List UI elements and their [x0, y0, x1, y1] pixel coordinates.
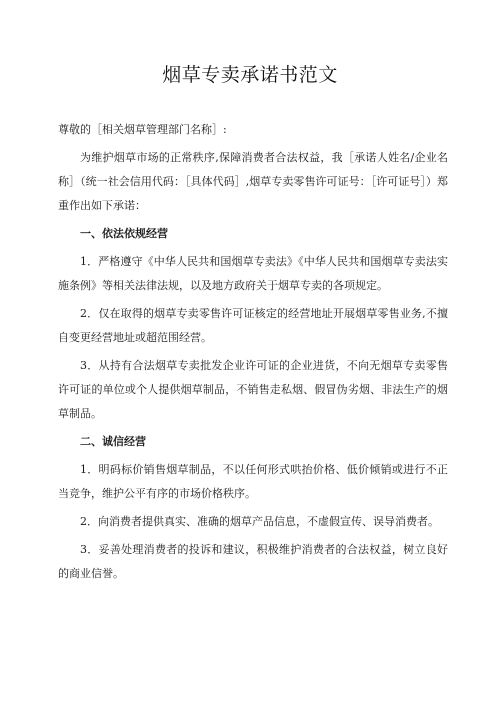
- section-2-item-2: 2．向消费者提供真实、准确的烟草产品信息，不虚假宣传、误导消费者。: [80, 515, 439, 528]
- section-1-item-3: 3．从持有合法烟草专卖批发企业许可证的企业进货，不向无烟草专卖零售许可证的单位或个人提供烟草制品，不销售走私烟、假冒伪劣烟、非法生产的烟草制品。: [58, 359, 448, 420]
- section-1-item-2: 2．仅在取得的烟草专卖零售许可证核定的经营地址开展烟草零售业务,不擅自变更经营地址或超范围经营。: [58, 307, 448, 344]
- section-heading-lawful-operation: 一、依法依规经营: [80, 227, 168, 240]
- intro-paragraph: 为维护烟草市场的正常秩序,保障消费者合法权益，我［承诺人姓名/企业名称］（统一社会信用代码：［具体代码］,烟草专卖零售许可证号：［许可证号］）郑重作出如下承诺：: [58, 151, 448, 212]
- section-2-item-1: 1．明码标价销售烟草制品，不以任何形式哄抬价格、低价倾销或进行不正当竞争，维护公平有序的市场价格秩序。: [58, 463, 448, 500]
- salutation: 尊敬的［相关烟草管理部门名称］:: [58, 123, 227, 136]
- section-2-item-3: 3．妥善处理消费者的投诉和建议，积极维护消费者的合法权益，树立良好的商业信誉。: [58, 543, 448, 580]
- document-title: 烟草专卖承诺书范文: [162, 64, 338, 86]
- document-body: [58, 118, 448, 590]
- section-heading-honest-operation: 二、诚信经营: [80, 435, 146, 448]
- section-1-item-1: 1．严格遵守《中华人民共和国烟草专卖法》《中华人民共和国烟草专卖法实施条例》等相关法律法规，以及地方政府关于烟草专卖的各项规定。: [58, 255, 448, 292]
